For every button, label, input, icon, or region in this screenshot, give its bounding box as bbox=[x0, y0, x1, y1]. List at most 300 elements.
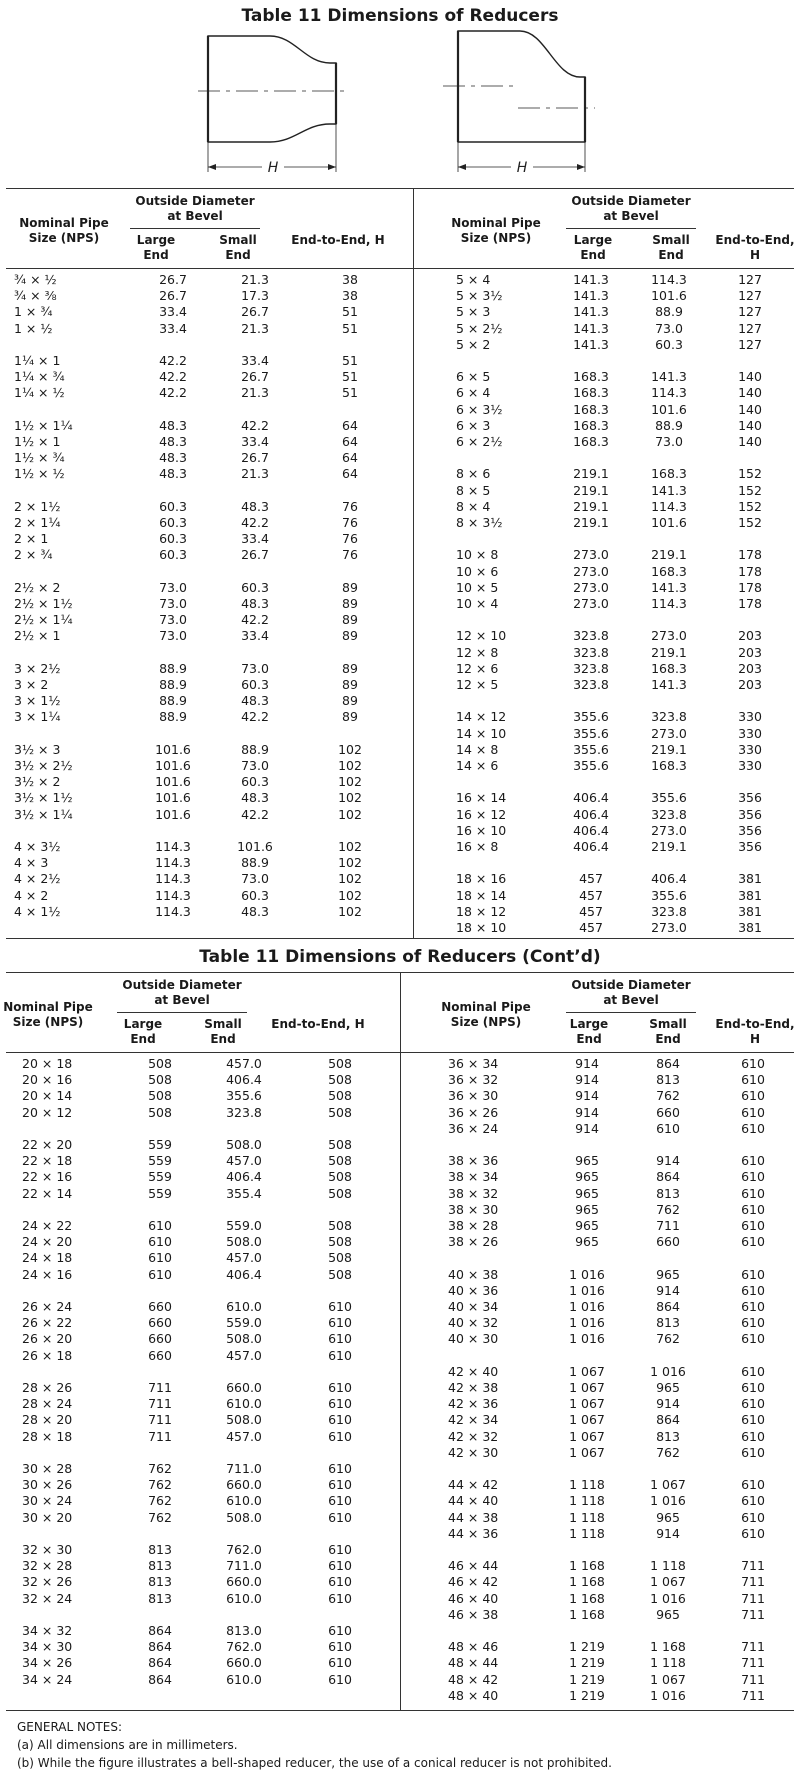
end-to-end-cell: 89 bbox=[342, 628, 358, 644]
table-row bbox=[14, 1412, 390, 1428]
large-end-cell: 559 bbox=[148, 1169, 172, 1185]
nps-cell bbox=[14, 1445, 122, 1461]
nps-cell: 46 × 38 bbox=[448, 1606, 499, 1622]
small-end-cell: 660 bbox=[656, 1234, 680, 1250]
table-row bbox=[426, 920, 792, 936]
large-end-cell: 73.0 bbox=[159, 596, 187, 611]
table-row bbox=[412, 1299, 792, 1315]
large-end-cell: 141.3 bbox=[573, 288, 609, 304]
nps-cell: 1½ × ¾ bbox=[14, 450, 65, 466]
nps-cell: 12 × 8 bbox=[456, 644, 499, 660]
large-end-cell: 168.3 bbox=[573, 385, 609, 401]
small-end-cell: 864 bbox=[656, 1056, 680, 1071]
table-row bbox=[14, 1186, 390, 1202]
large-end-cell: 406.4 bbox=[573, 822, 609, 838]
end-to-end-cell: 711 bbox=[741, 1655, 765, 1671]
end-to-end-cell: 610 bbox=[741, 1218, 765, 1234]
table-row bbox=[14, 1072, 390, 1088]
small-end-cell: 48.3 bbox=[241, 596, 269, 611]
large-end-cell: 168.3 bbox=[573, 369, 609, 385]
end-to-end-cell bbox=[290, 1364, 390, 1380]
small-end-cell bbox=[630, 612, 708, 628]
large-end-cell bbox=[132, 823, 214, 839]
large-end-cell: 914 bbox=[575, 1072, 599, 1088]
large-end-cell bbox=[132, 726, 214, 742]
small-end-cell bbox=[214, 726, 296, 742]
small-end-cell bbox=[630, 693, 708, 709]
small-end-cell: 762.0 bbox=[226, 1542, 262, 1557]
end-to-end-cell bbox=[290, 1283, 390, 1299]
header-end-to-end: End-to-End, H bbox=[271, 1017, 365, 1031]
table-row bbox=[412, 1574, 792, 1590]
table-row bbox=[14, 693, 404, 709]
table-row bbox=[14, 321, 404, 337]
end-to-end-cell bbox=[296, 823, 404, 839]
table-row bbox=[14, 709, 404, 725]
nps-cell bbox=[14, 1121, 122, 1137]
nps-cell: 5 × 3½ bbox=[456, 288, 503, 304]
nps-cell: 36 × 26 bbox=[448, 1104, 499, 1120]
nps-cell: 40 × 36 bbox=[448, 1282, 499, 1298]
large-end-cell bbox=[552, 774, 630, 790]
small-end-cell: 114.3 bbox=[651, 498, 687, 514]
small-end-cell: 914 bbox=[656, 1282, 680, 1298]
small-end-cell: 219.1 bbox=[651, 741, 687, 757]
large-end-cell: 711 bbox=[148, 1380, 172, 1395]
table-row bbox=[412, 1186, 792, 1202]
end-to-end-cell: 610 bbox=[741, 1363, 765, 1379]
nps-cell: 40 × 30 bbox=[448, 1331, 499, 1347]
nps-cell bbox=[14, 564, 132, 580]
end-to-end-cell: 610 bbox=[741, 1185, 765, 1201]
small-end-cell: 60.3 bbox=[241, 677, 269, 692]
table-row bbox=[14, 1591, 390, 1607]
nps-cell: 42 × 40 bbox=[448, 1363, 499, 1379]
header-nps: Nominal Pipe Size (NPS) bbox=[451, 216, 541, 245]
end-to-end-cell bbox=[296, 402, 404, 418]
nps-cell bbox=[14, 402, 132, 418]
table-row bbox=[426, 580, 792, 596]
table-row bbox=[426, 709, 792, 725]
large-end-cell: 406.4 bbox=[573, 790, 609, 806]
large-end-cell: 219.1 bbox=[573, 498, 609, 514]
small-end-cell: 965 bbox=[656, 1266, 680, 1282]
small-end-cell: 101.6 bbox=[237, 839, 273, 854]
large-end-cell: 965 bbox=[575, 1185, 599, 1201]
large-end-cell: 1 067 bbox=[569, 1428, 605, 1444]
small-end-cell: 711.0 bbox=[226, 1558, 262, 1574]
table-row bbox=[14, 1234, 390, 1250]
table-title: Table 11 Dimensions of Reducers bbox=[241, 6, 559, 26]
large-end-cell: 457 bbox=[579, 887, 603, 903]
nps-cell: 12 × 6 bbox=[456, 660, 499, 676]
spacer-row bbox=[426, 612, 792, 628]
large-end-cell: 813 bbox=[148, 1574, 172, 1590]
nps-cell: 42 × 30 bbox=[448, 1444, 499, 1460]
end-to-end-cell: 140 bbox=[738, 385, 762, 401]
general-notes bbox=[17, 1718, 612, 1772]
table-row bbox=[14, 1331, 390, 1347]
table-row bbox=[14, 547, 404, 563]
end-to-end-cell: 381 bbox=[738, 887, 762, 903]
small-end-cell: 33.4 bbox=[241, 531, 269, 547]
large-end-cell: 42.2 bbox=[159, 369, 187, 385]
table-row bbox=[426, 564, 792, 580]
end-to-end-cell: 610 bbox=[328, 1347, 352, 1363]
spacer-row bbox=[426, 693, 792, 709]
table-title-contd: Table 11 Dimensions of Reducers (Cont’d) bbox=[199, 947, 601, 967]
table-row bbox=[412, 1169, 792, 1185]
table-row bbox=[14, 1639, 390, 1655]
table-row bbox=[426, 385, 792, 401]
large-end-cell: 355.6 bbox=[573, 758, 609, 774]
small-end-cell bbox=[198, 1445, 290, 1461]
large-end-cell: 762 bbox=[148, 1493, 172, 1509]
small-end-cell bbox=[622, 1461, 714, 1477]
nps-cell: 20 × 12 bbox=[22, 1104, 73, 1120]
large-end-cell: 1 016 bbox=[569, 1315, 605, 1331]
small-end-cell: 219.1 bbox=[651, 839, 687, 855]
large-end-cell: 864 bbox=[148, 1655, 172, 1671]
small-end-cell bbox=[214, 823, 296, 839]
nps-cell bbox=[14, 1283, 122, 1299]
nps-cell: 5 × 2 bbox=[456, 336, 491, 352]
large-end-cell: 355.6 bbox=[573, 709, 609, 725]
large-end-cell: 660 bbox=[148, 1315, 172, 1331]
nps-cell: 48 × 44 bbox=[448, 1655, 499, 1671]
small-end-cell: 508.0 bbox=[226, 1509, 262, 1525]
end-to-end-cell: 51 bbox=[342, 320, 358, 336]
nps-cell bbox=[426, 450, 552, 466]
nps-cell: 4 × 2 bbox=[14, 887, 49, 903]
end-to-end-cell: 76 bbox=[342, 531, 358, 547]
end-to-end-cell: 610 bbox=[741, 1088, 765, 1104]
table-row bbox=[412, 1526, 792, 1542]
nps-cell: 20 × 18 bbox=[22, 1056, 73, 1071]
nps-cell: 8 × 4 bbox=[456, 498, 491, 514]
small-end-cell: 33.4 bbox=[241, 628, 269, 644]
nps-cell: 34 × 30 bbox=[22, 1639, 73, 1655]
large-end-cell bbox=[552, 531, 630, 547]
nps-cell bbox=[426, 612, 552, 628]
end-to-end-cell: 89 bbox=[342, 579, 358, 595]
nps-cell: 28 × 24 bbox=[22, 1396, 73, 1412]
small-end-cell: 1 168 bbox=[650, 1639, 686, 1655]
end-to-end-cell: 203 bbox=[738, 677, 762, 693]
nps-cell: 3½ × 2½ bbox=[14, 758, 73, 773]
nps-cell: ¾ × ⅜ bbox=[14, 288, 57, 304]
spacer-row bbox=[14, 1202, 390, 1218]
nps-cell: 3 × 2 bbox=[14, 677, 49, 692]
end-to-end-cell: 711 bbox=[741, 1687, 765, 1703]
small-end-cell: 88.9 bbox=[655, 417, 683, 433]
table-row bbox=[14, 369, 404, 385]
end-to-end-cell: 89 bbox=[342, 660, 358, 676]
nps-cell: 3½ × 1½ bbox=[14, 790, 73, 806]
table-row bbox=[412, 1396, 792, 1412]
small-end-cell: 26.7 bbox=[241, 450, 269, 466]
nps-cell: 44 × 36 bbox=[448, 1525, 499, 1541]
nps-cell: 46 × 40 bbox=[448, 1590, 499, 1606]
end-to-end-cell: 127 bbox=[738, 336, 762, 352]
nps-cell: 8 × 3½ bbox=[456, 515, 503, 531]
nps-cell bbox=[426, 353, 552, 369]
large-end-cell: 219.1 bbox=[573, 466, 609, 482]
table-row bbox=[14, 304, 404, 320]
nps-cell: 18 × 14 bbox=[456, 887, 507, 903]
header-end-to-end: End-to-End, H bbox=[715, 1017, 795, 1046]
table-row bbox=[426, 677, 792, 693]
nps-cell: 3½ × 1¼ bbox=[14, 806, 73, 822]
table-row bbox=[14, 385, 404, 401]
nps-cell: 26 × 22 bbox=[22, 1315, 73, 1331]
end-to-end-cell: 178 bbox=[738, 579, 762, 595]
large-end-cell bbox=[552, 855, 630, 871]
table-row bbox=[426, 888, 792, 904]
table-row bbox=[412, 1218, 792, 1234]
end-to-end-cell: 610 bbox=[741, 1315, 765, 1331]
nps-cell bbox=[412, 1542, 552, 1558]
table-row bbox=[426, 304, 792, 320]
end-to-end-cell: 203 bbox=[738, 660, 762, 676]
notes-heading: GENERAL NOTES: bbox=[17, 1720, 122, 1734]
table-row bbox=[14, 596, 404, 612]
end-to-end-cell: 381 bbox=[738, 903, 762, 919]
large-end-cell: 42.2 bbox=[159, 353, 187, 368]
nps-cell: 2½ × 2 bbox=[14, 579, 61, 595]
header-small-end: Small End bbox=[204, 1017, 242, 1046]
note-b: (b) While the figure illustrates a bell-shaped reducer, the use of a conical reducer is not prohibited. bbox=[17, 1756, 612, 1770]
nps-cell: 38 × 26 bbox=[448, 1234, 499, 1250]
small-end-cell: 48.3 bbox=[241, 903, 269, 919]
nps-cell: 1 × ½ bbox=[14, 320, 53, 336]
nps-cell: 6 × 5 bbox=[456, 369, 491, 385]
small-end-cell bbox=[198, 1607, 290, 1623]
end-to-end-cell: 51 bbox=[342, 369, 358, 385]
table-row bbox=[412, 1477, 792, 1493]
nps-cell: 36 × 32 bbox=[448, 1072, 499, 1088]
table-row bbox=[426, 596, 792, 612]
table-row bbox=[14, 434, 404, 450]
large-end-cell: 323.8 bbox=[573, 677, 609, 693]
large-end-cell: 965 bbox=[575, 1201, 599, 1217]
large-end-cell: 114.3 bbox=[155, 903, 191, 919]
table-row bbox=[412, 1105, 792, 1121]
large-end-cell: 508 bbox=[148, 1072, 172, 1088]
large-end-cell: 355.6 bbox=[573, 741, 609, 757]
end-to-end-cell bbox=[708, 693, 792, 709]
small-end-cell: 406.4 bbox=[226, 1266, 262, 1282]
large-end-cell bbox=[552, 450, 630, 466]
end-to-end-cell: 178 bbox=[738, 563, 762, 579]
large-end-cell: 323.8 bbox=[573, 660, 609, 676]
end-to-end-cell: 508 bbox=[328, 1056, 352, 1071]
large-end-cell: 1 219 bbox=[569, 1687, 605, 1703]
nps-cell: 3½ × 3 bbox=[14, 741, 61, 757]
small-end-cell bbox=[214, 402, 296, 418]
nps-cell: 34 × 24 bbox=[22, 1671, 73, 1687]
spacer-row bbox=[14, 1364, 390, 1380]
end-to-end-cell bbox=[290, 1445, 390, 1461]
end-to-end-cell: 508 bbox=[328, 1234, 352, 1250]
large-end-cell: 914 bbox=[575, 1104, 599, 1120]
spacer-row bbox=[412, 1542, 792, 1558]
header-od: Outside Diameter at Bevel bbox=[571, 194, 691, 223]
nps-cell: 46 × 42 bbox=[448, 1574, 499, 1590]
small-end-cell: 813 bbox=[656, 1185, 680, 1201]
large-end-cell bbox=[122, 1364, 198, 1380]
small-end-cell: 610.0 bbox=[226, 1299, 262, 1314]
large-end-cell: 864 bbox=[148, 1639, 172, 1655]
table-row bbox=[412, 1331, 792, 1347]
spacer-row bbox=[412, 1461, 792, 1477]
nps-cell: 22 × 20 bbox=[22, 1137, 73, 1152]
table-row bbox=[14, 758, 404, 774]
nps-cell: 2 × 1¼ bbox=[14, 515, 61, 530]
nps-cell: ¾ × ½ bbox=[14, 272, 57, 287]
large-end-cell: 610 bbox=[148, 1218, 172, 1233]
spacer-row bbox=[426, 855, 792, 871]
table-row bbox=[426, 515, 792, 531]
end-to-end-cell bbox=[714, 1348, 792, 1364]
small-end-cell: 273.0 bbox=[651, 725, 687, 741]
large-end-cell bbox=[132, 402, 214, 418]
small-end-cell: 219.1 bbox=[651, 644, 687, 660]
small-end-cell: 88.9 bbox=[655, 304, 683, 320]
large-end-cell: 141.3 bbox=[573, 272, 609, 287]
small-end-cell: 141.3 bbox=[651, 369, 687, 385]
small-end-cell: 73.0 bbox=[241, 871, 269, 887]
large-end-cell: 610 bbox=[148, 1234, 172, 1250]
end-to-end-cell: 610 bbox=[741, 1412, 765, 1428]
nps-cell: 2½ × 1 bbox=[14, 628, 61, 644]
small-end-cell: 355.6 bbox=[226, 1088, 262, 1104]
large-end-cell: 711 bbox=[148, 1428, 172, 1444]
end-to-end-cell: 51 bbox=[342, 353, 358, 368]
small-end-cell: 660 bbox=[656, 1104, 680, 1120]
nps-cell: 1¼ × 1 bbox=[14, 353, 61, 368]
table-row bbox=[412, 1558, 792, 1574]
nps-cell bbox=[412, 1623, 552, 1639]
large-end-cell bbox=[552, 1250, 622, 1266]
large-end-cell: 60.3 bbox=[159, 498, 187, 514]
nps-cell: 1¼ × ½ bbox=[14, 385, 65, 401]
nps-cell: 4 × 1½ bbox=[14, 903, 61, 919]
nps-cell: 24 × 20 bbox=[22, 1234, 73, 1250]
table-row bbox=[426, 321, 792, 337]
end-to-end-cell: 102 bbox=[338, 903, 362, 919]
small-end-cell: 610.0 bbox=[226, 1671, 262, 1687]
header-od: Outside Diameter at Bevel bbox=[135, 194, 255, 223]
small-end-cell: 559.0 bbox=[226, 1315, 262, 1331]
end-to-end-cell: 508 bbox=[328, 1185, 352, 1201]
small-end-cell: 17.3 bbox=[241, 288, 269, 304]
large-end-cell: 660 bbox=[148, 1299, 172, 1314]
small-end-cell bbox=[198, 1283, 290, 1299]
nps-cell: 42 × 34 bbox=[448, 1412, 499, 1428]
end-to-end-cell: 610 bbox=[328, 1331, 352, 1347]
nps-cell: 16 × 8 bbox=[456, 839, 499, 855]
nps-cell: 38 × 34 bbox=[448, 1169, 499, 1185]
nps-cell: 28 × 18 bbox=[22, 1428, 73, 1444]
large-end-cell: 406.4 bbox=[573, 806, 609, 822]
small-end-cell: 610.0 bbox=[226, 1590, 262, 1606]
small-end-cell: 762 bbox=[656, 1331, 680, 1347]
nps-cell bbox=[412, 1348, 552, 1364]
table-row bbox=[412, 1153, 792, 1169]
small-end-cell bbox=[630, 450, 708, 466]
small-end-cell: 965 bbox=[656, 1509, 680, 1525]
end-to-end-cell: 89 bbox=[342, 693, 358, 709]
end-to-end-cell: 610 bbox=[741, 1299, 765, 1315]
small-end-cell: 168.3 bbox=[651, 563, 687, 579]
large-end-cell: 88.9 bbox=[159, 677, 187, 692]
small-end-cell: 864 bbox=[656, 1169, 680, 1185]
large-end-cell: 914 bbox=[575, 1056, 599, 1071]
table-row bbox=[14, 1315, 390, 1331]
small-end-cell: 273.0 bbox=[651, 822, 687, 838]
small-end-cell: 1 067 bbox=[650, 1671, 686, 1687]
end-to-end-cell: 38 bbox=[342, 288, 358, 304]
nps-cell: 3 × 1½ bbox=[14, 693, 61, 709]
table-row bbox=[426, 904, 792, 920]
large-end-cell: 1 118 bbox=[569, 1525, 605, 1541]
large-end-cell bbox=[552, 353, 630, 369]
large-end-cell: 1 219 bbox=[569, 1671, 605, 1687]
small-end-cell: 26.7 bbox=[241, 304, 269, 320]
end-to-end-cell: 610 bbox=[328, 1396, 352, 1412]
table-row bbox=[412, 1672, 792, 1688]
nps-cell: 4 × 3 bbox=[14, 855, 49, 871]
large-end-cell: 813 bbox=[148, 1558, 172, 1574]
nps-cell: 16 × 10 bbox=[456, 822, 507, 838]
large-end-cell: 141.3 bbox=[573, 304, 609, 320]
small-end-cell: 457.0 bbox=[226, 1056, 262, 1071]
nps-cell: 32 × 26 bbox=[22, 1574, 73, 1590]
nps-cell bbox=[426, 855, 552, 871]
end-to-end-cell: 381 bbox=[738, 871, 762, 887]
end-to-end-cell: 152 bbox=[738, 482, 762, 498]
large-end-cell: 42.2 bbox=[159, 385, 187, 401]
end-to-end-cell bbox=[296, 564, 404, 580]
small-end-cell: 914 bbox=[656, 1153, 680, 1169]
large-end-cell bbox=[552, 1623, 622, 1639]
small-end-cell bbox=[622, 1542, 714, 1558]
small-end-cell: 114.3 bbox=[651, 272, 687, 287]
small-end-cell bbox=[622, 1250, 714, 1266]
end-to-end-cell: 610 bbox=[741, 1282, 765, 1298]
nps-cell: 2½ × 1¼ bbox=[14, 612, 73, 628]
nps-cell: 1½ × ½ bbox=[14, 466, 65, 482]
small-end-cell bbox=[630, 353, 708, 369]
end-to-end-cell bbox=[714, 1542, 792, 1558]
end-to-end-cell bbox=[290, 1526, 390, 1542]
end-to-end-cell: 64 bbox=[342, 450, 358, 466]
large-end-cell: 60.3 bbox=[159, 515, 187, 530]
table-row bbox=[14, 1137, 390, 1153]
small-end-cell: 508.0 bbox=[226, 1331, 262, 1347]
end-to-end-cell bbox=[296, 337, 404, 353]
large-end-cell: 33.4 bbox=[159, 304, 187, 320]
table-row bbox=[14, 1558, 390, 1574]
large-end-cell: 508 bbox=[148, 1056, 172, 1071]
end-to-end-cell: 102 bbox=[338, 887, 362, 903]
end-to-end-cell: 140 bbox=[738, 369, 762, 385]
large-end-cell: 508 bbox=[148, 1104, 172, 1120]
end-to-end-cell: 508 bbox=[328, 1250, 352, 1266]
large-end-cell: 1 067 bbox=[569, 1412, 605, 1428]
small-end-cell bbox=[198, 1526, 290, 1542]
